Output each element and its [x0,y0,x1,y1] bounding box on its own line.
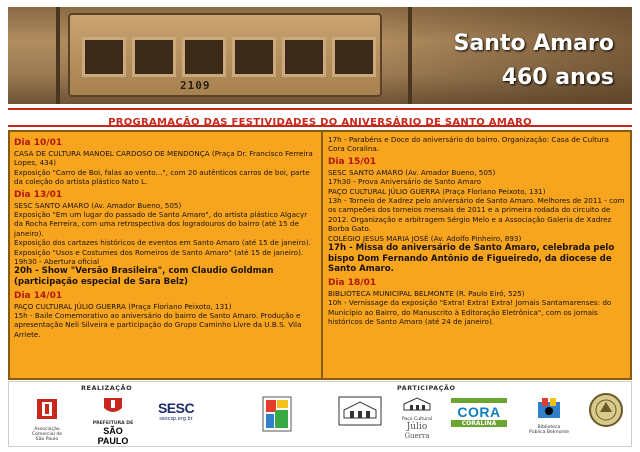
sponsors-footer [8,381,632,447]
tram-window [132,37,176,77]
page-subtitle: 460 anos [501,65,614,90]
schedule-event: 13h - Torneio de Xadrez pelo aniversário de Santo Amaro. Melhores de 2011 - com os campeões dos torneios mensais de 2011 e a primeira rodada do circuito de 2012. Organização e arbitragem Sérgio Melo e a Associação Galeria de Xadrez Borba Gato. [328,196,625,234]
biblioteca-caption: Biblioteca Pública Belmonte [529,425,569,435]
sesc-wordmark: SESC [157,400,195,416]
tram-window [282,37,326,77]
round-seal-icon [588,392,624,428]
schedule-venue: SESC SANTO AMARO (Av. Amador Bueno, 505) [328,167,496,177]
schedule-venue: PAÇO CULTURAL JÚLIO GUERRA (Praça Floriano Peixoto, 131) [14,301,232,311]
prefeitura-line1: PREFEITURA DE [92,421,134,426]
banner-text: PROGRAMAÇÃO DAS FESTIVIDADES DO ANIVERSÁRIO DE SANTO AMARO [108,117,532,128]
schedule-venue: PAÇO CULTURAL JÚLIO GUERRA (Praça Floriano Peixoto, 131) [328,186,546,196]
schedule-venue: BIBLIOTECA MUNICIPAL BELMONTE (R. Paulo Eiró, 525) [328,288,525,298]
cora-top-bar [451,398,507,403]
assoc-comercial-emblem-icon [34,396,60,422]
seal-logo [587,392,625,432]
column-divider [321,132,323,378]
header-photo [8,7,632,104]
tram-number: 2109 [180,79,211,92]
paco-julio-guerra-logo [399,396,435,440]
tram-image [68,13,382,97]
schedule-right-column [328,135,626,326]
schedule-day-heading: Dia 14/01 [14,290,63,301]
tram-window [182,37,226,77]
schedule-day-heading: Dia 18/01 [328,277,377,288]
schedule-event: Exposição dos cartazes históricos de eventos em Santo Amaro (até 15 de janeiro). [14,238,311,248]
photo-pole [408,7,412,104]
schedule-event: 17h - Parabéns e Doce do aniversário do bairro. Organização: Casa de Cultura Cora Coralina. [328,135,609,154]
program-banner [8,108,632,127]
assoc-comercial-logo [27,396,67,442]
schedule-day-heading: Dia 15/01 [328,156,377,167]
paco-line2: Júlio [406,422,428,432]
schedule-event: 20h - Show "Versão Brasileira", com Claudio Goldman (participação especial de Sara Belz) [14,266,274,288]
realizacao-label: REALIZAÇÃO [81,384,133,392]
library-book-icon [536,396,562,420]
schedule-left-column [14,135,314,339]
centro-cultural-logo [335,396,385,430]
schedule-event: 19h30 - Abertura oficial [14,257,100,267]
schedule-venue: SESC SANTO AMARO (Av. Amador Bueno, 505) [14,200,182,210]
art-logo [261,396,293,436]
sesc-logo [149,400,203,422]
page-title: Santo Amaro [453,31,614,56]
schedule-venue: COLÉGIO JESUS MARIA JOSÉ (Av. Adolfo Pinheiro, 893) [328,233,522,243]
paco-line1: Paço Cultural [401,417,433,422]
prefeitura-crest-icon [102,396,124,416]
schedule-venue: CASA DE CULTURA MANOEL CARDOSO DE MENDONÇA (Praça Dr. Francisco Ferreira Lopes, 434) [14,149,313,168]
tram-window [332,37,376,77]
colorful-art-icon [262,396,292,432]
schedule-event: 17h30 - Prova Aniversário de Santo Amaro [328,177,482,187]
biblioteca-belmonte-logo [529,396,569,435]
prefeitura-logo [89,396,137,446]
photo-pole [56,7,60,104]
schedule-event: 15h - Baile Comemorativo ao aniversário do bairro de Santo Amaro. Produção e apresentação Neli Silveira e participação do Grupo Caminho Livre da U.B.S. Vila Arriete. [14,311,302,339]
building-icon [338,396,382,426]
cora-coralina-logo [451,398,507,427]
schedule-event: Exposição "Carro de Boi, falas ao vento...", com 20 autênticos carros de boi, parte da coleção do artista plástico Nato L. [14,167,310,187]
paco-building-icon [402,396,432,412]
cora-wordmark: CORA [457,404,501,420]
tram-window [232,37,276,77]
sesc-site: sescsp.org.br [159,416,193,422]
tram-window [82,37,126,77]
schedule-event: 17h - Missa do aniversário de Santo Amaro, celebrada pelo bispo Dom Fernando Antônio de Figueiredo, da diocese de Santo Amaro. [328,243,615,275]
schedule-panel [8,130,632,380]
schedule-day-heading: Dia 13/01 [14,189,63,200]
prefeitura-line2: SÃO PAULO [97,426,129,446]
assoc-comercial-caption: Associação Comercial de São Paulo [31,427,63,442]
paco-line3: Guerra [404,432,430,440]
schedule-day-heading: Dia 10/01 [14,138,63,148]
schedule-event: Exposição "Usos e Costumes dos Romeiros de Santo Amaro" (até 15 de janeiro). [14,247,304,257]
coralina-wordmark: CORALINA [451,420,507,427]
schedule-event: 10h - Vernissage da exposição "Extra! Extra! Extra! Jornais Santamarenses: do Município ao Bairro, do Manuscrito à Editoração Eletrônica", com os jornais históricos de Santo Amaro (até 24 de janeiro). [328,298,612,327]
participacao-label: PARTICIPAÇÃO [397,384,456,392]
schedule-event: Exposição "Em um lugar do passado de Santo Amaro", do artista plástico Algacyr da Rocha Ferreira, com uma retrospectiva dos logradouros do bairro (até 15 de janeiro). [14,210,308,238]
